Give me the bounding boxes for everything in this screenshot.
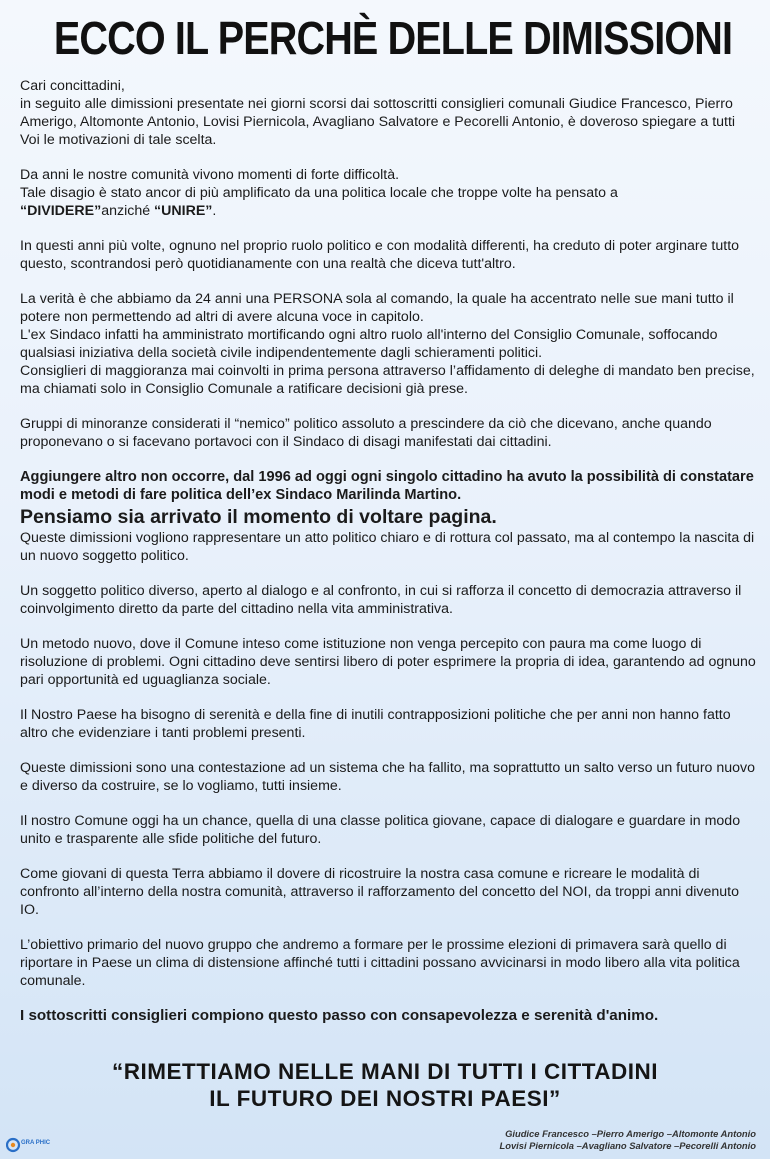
paragraph-minorities: Gruppi di minoranze considerati il “nemico” politico assoluto a prescindere da ciò che dicevano, anche quando proponevano o si facevano portavoci con il Sindaco di disagi manifestati dai cittadini. [20,416,712,450]
greeting-line: Cari concittadini, [20,78,125,94]
consiglieri-line: Consiglieri di maggioranza mai coinvolti in prima persona attraverso l’affidamento di deleghe di mandato ben precise, ma chiamati solo in Consiglio Comunale a ratificare decisioni già prese. [20,363,755,397]
period: . [212,203,217,219]
paragraph-objective: L’obiettivo primario del nuovo gruppo che andremo a formare per le prossime elezioni di primavera sarà quello di riportare in Paese un clima di distensione affinché tutti i cittadini possano avvicinarsi in modo libero alla vita politica comunale. [20,937,740,989]
paragraph-difficulty [20,166,758,220]
paragraph-greeting [20,77,758,149]
paragraph-chance: Il nostro Comune oggi ha un chance, quella di una classe politica giovane, capace di dialogare e guardare in modo unito e trasparente alle sfide politiche del futuro. [20,813,741,847]
graphic-logo-icon [6,1136,52,1154]
paragraph-new-subject: Un soggetto politico diverso, aperto al dialogo e al confronto, in cui si rafforza il concetto di democrazia attraverso il coinvolgimento diretto da parte del cittadino nella vita amministrativa. [20,583,742,617]
ex-sindaco-line: L'ex Sindaco infatti ha amministrato mortificando ogni altro ruolo all'interno del Consiglio Comunale, soffocando qualsiasi iniziativa della società civile indipendentemente dagli schieramenti politici. [20,327,718,361]
truth-line: La verità è che abbiamo da 24 anni una PERSONA sola al comando, la quale ha accentrato nelle sue mani tutto il potere non permettendo ad altri di avere alcuna voce in capitolo. [20,291,734,325]
paragraph-closing: I sottoscritti consiglieri compiono questo passo con consapevolezza e serenità d'animo. [20,1007,659,1024]
dividere-word: “DIVIDERE” [20,203,102,219]
difficulty-line: Da anni le nostre comunità vivono momenti di forte difficoltà. [20,167,400,183]
signatures-line-1: Giudice Francesco –Pierro Amerigo –Altomonte Antonio [505,1128,756,1139]
document-title: ECCO IL PERCHÈ DELLE DIMISSIONI [53,12,733,64]
turn-page-heading: Pensiamo sia arrivato il momento di voltare pagina. [20,506,497,528]
signatures [396,1128,756,1152]
paragraph-truth [20,290,758,398]
paragraph-attempts: In questi anni più volte, ognuno nel proprio ruolo politico e con modalità differenti, ha creduto di poter arginare tutto questo, scontrandosi però quotidianamente con una realtà che diceva tutt'altro. [20,238,740,272]
paragraph-contestation: Queste dimissioni sono una contestazione ad un sistema che ha fallito, ma soprattutto un salto verso un futuro nuovo e diverso da costruire, se lo vogliamo, tutti insieme. [20,760,756,794]
slogan-line-2: IL FUTURO DEI NOSTRI PAESI” [209,1086,561,1111]
paragraph-new-method: Un metodo nuovo, dove il Comune inteso come istituzione non venga percepito con paura ma come luogo di risoluzione di problemi. Ogni cittadino deve sentirsi libero di poter esprimere la propria di idea, garantendo ad ognuno pari opportunità ed uguaglianza sociale. [20,636,756,688]
slogan [0,1058,770,1112]
paragraph-emphasis: Aggiungere altro non occorre, dal 1996 ad oggi ogni singolo cittadino ha avuto la possibilità di constatare modi e metodi di fare politica dell’ex Sindaco Marilinda Martino. [20,469,754,503]
logo-text: GRA PHIC [21,1140,51,1146]
slogan-line-1: “RIMETTIAMO NELLE MANI DI TUTTI I CITTADINI [111,1059,659,1084]
letter-body [20,77,758,1042]
intro-text: in seguito alle dimissioni presentate nei giorni scorsi dai sottoscritti consiglieri comunali Giudice Francesco, Pierro Amerigo, Altomonte Antonio, Lovisi Piernicola, Avagliano Salvatore e Pecorelli Antonio, è doveroso spiegare a tutti Voi le motivazioni di tale scelta. [20,96,736,148]
unire-word: “UNIRE” [154,203,213,219]
anziche-word: anziché [101,203,155,219]
disagio-line: Tale disagio è stato ancor di più amplificato da una politica locale che troppe volte ha pensato a [20,185,618,201]
paragraph-serenity: Il Nostro Paese ha bisogno di serenità e della fine di inutili contrapposizioni politiche che per anni non hanno fatto altro che evidenziare i tanti problemi presenti. [20,707,731,741]
paragraph-young: Come giovani di questa Terra abbiamo il dovere di ricostruire la nostra casa comune e ricreare le modalità di confronto all’interno della nostra comunità, attraverso il rafforzamento del concetto del NOI, da troppi anni divenuto IO. [20,866,739,918]
paragraph-resignations: Queste dimissioni vogliono rappresentare un atto politico chiaro e di rottura col passato, ma al contempo la nascita di un nuovo soggetto politico. [20,530,755,564]
signatures-line-2: Lovisi Piernicola –Avagliano Salvatore –Pecorelli Antonio [499,1140,756,1151]
